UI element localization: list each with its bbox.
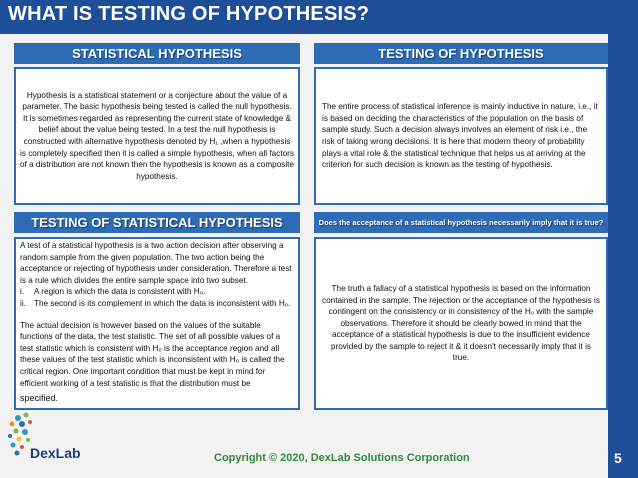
acceptance-question-box [314,237,608,410]
test-last-word: specified. [20,393,59,404]
list-item-text: A region is which the data is consistent with H₀. [34,287,206,297]
acceptance-question-text: The truth a fallacy of a statistical hypothesis is based on the information contained in the sample. The rejection or the acceptance of the hypothesis is contingent on the consistency or in consistency of the H₀ with the sample observations. Therefore it should be clearly bowed in mind that the acceptance of a statistical hypothesis is due to the insufficient evidence provided by the sample to reject it & it doesn't necessarily imply that it is true. [322,283,600,363]
statistical-hypothesis-box [14,67,300,205]
list-item-number: ii. [20,298,26,308]
statistical-hypothesis-heading: STATISTICAL HYPOTHESIS [14,43,300,64]
list-item [20,298,294,310]
testing-of-statistical-hypothesis-box [14,237,300,410]
test-intro-text: A test of a statistical hypothesis is a two action decision after observing a random sample from the given population. The two action being the acceptance or rejecting of hypothesis under consideration. Therefore a test is a rule which divides the entire sample space into two subset. [20,241,292,285]
acceptance-question-heading: Does the acceptance of a statistical hypothesis necessarily imply that it is true? [314,212,608,233]
testing-of-hypothesis-heading: TESTING OF HYPOTHESIS [314,43,608,64]
testing-of-hypothesis-text: The entire process of statistical inference is mainly inductive in nature, i.e., it is based on deciding the characteristics of the population on the basis of sample study. Such a decision always involves an element of risk i.e., the risk of taking wrong decisions. It is here that modern theory of probability plays a vital role & the statistical technique that helps us at arriving at the criterion for such decision is known as the testing of hypothesis. [322,102,598,170]
testing-of-statistical-hypothesis-heading: TESTING OF STATISTICAL HYPOTHESIS [14,212,300,233]
logo-text: DexLab [30,445,81,461]
list-item-number: i. [20,287,25,297]
list-item-text: The second is its complement in which the data is inconsistent with H₀. [34,298,291,308]
statistical-hypothesis-text: Hypothesis is a statistical statement or a conjecture about the value of a parameter. The basic hypothesis being tested is called the null hypothesis. It is sometimes regarded as representing the current state of knowledge & belief about the value being tested. In a test the null hypothesis is constructed with alternative hypothesis denoted by H₁ ,when a hypothesis is completely specified then it is called a simple hypothesis, when all factors of a distribution are not known then the hypothesis is known as a composite hypothesis. [20,90,294,181]
dexlab-logo-icon [4,408,84,472]
page-number: 5 [614,450,622,466]
copyright-text: Copyright © 2020, DexLab Solutions Corporation [214,452,470,464]
slide-title: WHAT IS TESTING OF HYPOTHESIS? [8,3,370,25]
testing-of-hypothesis-box [314,67,608,205]
list-item [20,286,294,298]
test-statistic-text: The actual decision is however based on the values of the suitable functions of the data, the test statistic. The set of all possible values of a test statistic which is consistent with H₀ is the acceptance region and all these values of the test statistic which is inconsistent with H₀ is called the critical region. One important condition that must be kept in mind for efficient working of a test statistic is that the distribution must be [20,320,285,388]
slide-content [0,34,608,478]
